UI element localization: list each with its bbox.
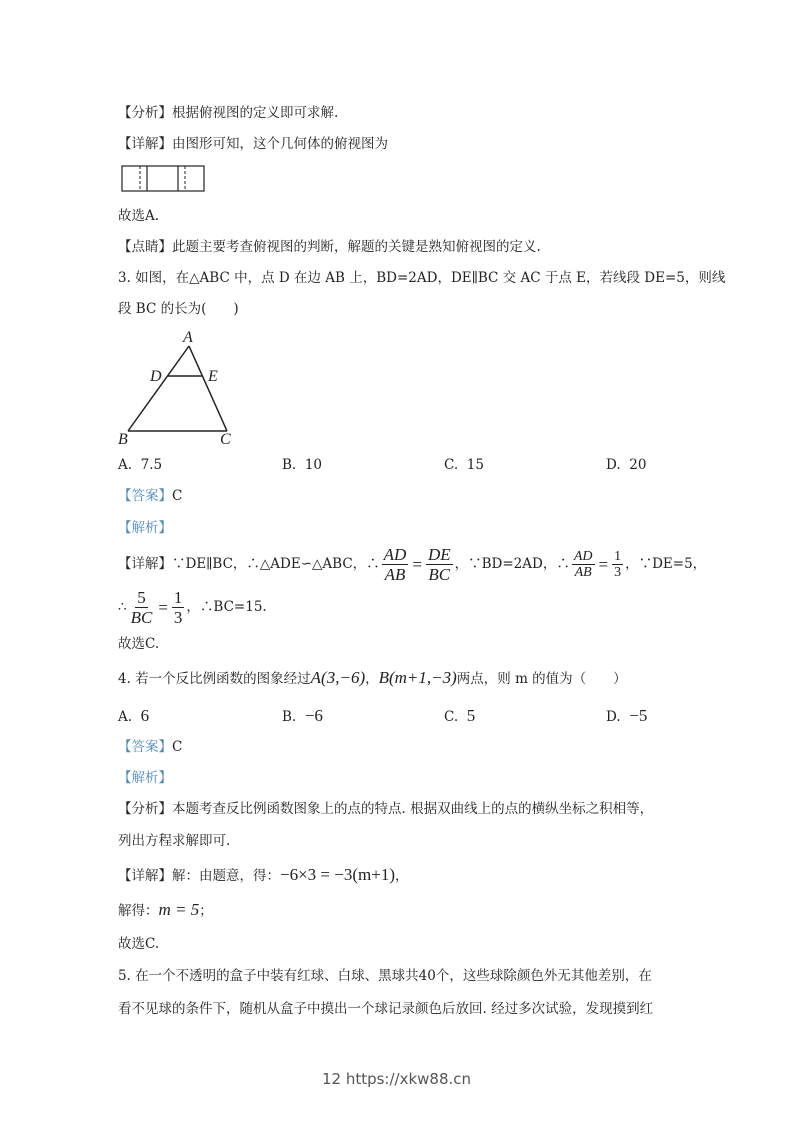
analysis-text: 根据俯视图的定义即可求解. [172, 105, 339, 121]
point-b: B(m+1,−3) [378, 668, 457, 687]
denominator: AB [574, 565, 592, 580]
q2-choice: 故选A. [118, 208, 160, 224]
solve-equation: m = 5 [158, 900, 200, 919]
q4-choice: 故选C. [118, 936, 160, 952]
detail-equation: −6×3 = −3(m+1) [280, 865, 395, 884]
q4-answer [118, 737, 182, 757]
q4-analysis-line2: 列出方程求解即可. [118, 833, 231, 849]
q3-stem-line2: 段 BC 的长为( ) [118, 301, 239, 317]
option-value: −5 [629, 706, 648, 725]
label-b: B [118, 431, 128, 448]
denominator: 3 [614, 565, 622, 580]
q3-option-c [444, 455, 484, 475]
q5-stem-line1: 5. 在一个不透明的盒子中装有红球、白球、黑球共40个，这些球除颜色外无其他差别，在 [118, 968, 652, 984]
fraction-one-third [612, 549, 623, 580]
detail-tag: 【详解】 [118, 556, 172, 572]
therefore-symbol: ∴ [118, 599, 127, 615]
triangle-figure [112, 326, 262, 450]
denominator: BC [428, 565, 451, 584]
q5-stem-line2: 看不见球的条件下，随机从盒子中摸出一个球记录颜色后放回. 经过多次试验，发现摸到红 [118, 1001, 654, 1017]
solve-text: 解得： [118, 903, 159, 919]
q4-solve [118, 900, 213, 921]
q2-analysis [118, 103, 338, 123]
numerator: 5 [137, 588, 146, 607]
q3-option-d [606, 455, 646, 475]
label-a: A [183, 329, 193, 346]
answer-tag: 【答案】 [118, 488, 172, 504]
detail-tag: 【详解】 [118, 868, 172, 884]
denominator: AB [384, 565, 406, 584]
option-value: 5 [466, 706, 476, 725]
page-footer: 12 https://xkw88.cn [321, 1070, 472, 1088]
analysis-text: 本题考查反比例函数图象上的点的特点. 根据双曲线上的点的横纵坐标之积相等， [172, 801, 654, 817]
q4-option-a [118, 706, 149, 727]
q3-stem-line1: 3. 如图，在△ABC 中，点 D 在边 AB 上，BD=2AD，DE∥BC 交 AC 于点 E，若线段 DE=5，则线 [118, 270, 726, 286]
q4-stem [118, 668, 627, 689]
detail-text: 由图形可知，这个几何体的俯视图为 [172, 136, 388, 152]
detail-text: ，∵DE=5， [625, 556, 707, 572]
q4-option-c [444, 706, 475, 727]
option-value: 20 [629, 457, 647, 473]
comment-text: 此题主要考查俯视图的判断，解题的关键是熟知俯视图的定义. [172, 239, 541, 255]
stem-text: ， [365, 671, 379, 687]
option-label: C. [444, 709, 459, 725]
option-label: D. [606, 709, 621, 725]
stem-text: 4. 若一个反比例函数的图象经过 [118, 671, 311, 687]
denominator: BC [130, 608, 153, 627]
fraction-5-bc [129, 588, 155, 627]
label-c: C [220, 431, 231, 448]
label-d: D [150, 368, 162, 385]
option-value: −6 [304, 706, 323, 725]
option-value: 7.5 [140, 457, 163, 473]
q4-option-b [282, 706, 323, 727]
analysis-tag: 【分析】 [118, 801, 172, 817]
fraction-de-bc [426, 545, 453, 584]
q3-answer [118, 486, 182, 506]
answer-tag: 【答案】 [118, 739, 172, 755]
label-e: E [208, 368, 218, 385]
detail-text: ∵DE∥BC，∴△ADE∽△ABC，∴ [172, 556, 380, 572]
option-label: D. [606, 457, 621, 473]
q3-choice: 故选C. [118, 636, 160, 652]
point-a: A(3,−6) [310, 668, 366, 687]
q4-detail [118, 865, 408, 886]
option-value: 15 [466, 457, 484, 473]
fraction-ad-ab-2 [572, 549, 595, 580]
answer-value: C [172, 488, 183, 504]
q4-solution-tag: 【解析】 [118, 770, 172, 786]
option-label: C. [444, 457, 459, 473]
option-label: B. [282, 457, 297, 473]
detail-text: 解：由题意，得： [172, 868, 280, 884]
answer-value: C [172, 739, 183, 755]
numerator: AD [383, 545, 407, 564]
detail-text: ，∵BD=2AD，∴ [454, 556, 570, 572]
numerator: AD [573, 549, 593, 564]
denominator: 3 [173, 608, 183, 627]
fraction-one-third-2 [172, 588, 185, 627]
q2-detail [118, 134, 388, 154]
q3-option-a [118, 455, 162, 475]
numerator: DE [427, 545, 451, 564]
detail-text: ，∴BC=15. [186, 599, 267, 615]
numerator: 1 [173, 588, 183, 607]
top-view-figure [120, 164, 208, 194]
numerator: 1 [614, 549, 622, 564]
detail-tag: 【详解】 [118, 136, 172, 152]
q4-analysis-line1 [118, 799, 653, 819]
option-label: B. [282, 709, 297, 725]
analysis-tag: 【分析】 [118, 105, 172, 121]
comment-tag: 【点睛】 [118, 239, 172, 255]
solve-text: ； [199, 903, 213, 919]
q2-comment [118, 237, 541, 257]
option-value: 6 [140, 706, 150, 725]
option-label: A. [118, 457, 133, 473]
stem-text: 两点，则 m 的值为（ ） [456, 671, 627, 687]
q4-option-d [606, 706, 647, 727]
q3-detail-line1: 【详解】∵DE∥BC，∴△ADE∽△ABC，∴ $\frac{AD}{AB}$ = $\frac{DE}{BC}$ ，∵BD=2AD，∴ $\frac{AD}{AB}$ = $\frac{1}{3}$ ，∵DE=5， [118, 545, 707, 584]
option-value: 10 [304, 457, 322, 473]
q3-option-b [282, 455, 322, 475]
fraction-ad-ab [382, 545, 409, 584]
detail-text: ， [394, 868, 409, 884]
q3-solution-tag: 【解析】 [118, 520, 172, 536]
q3-detail-line2: ∴ $\frac{5}{BC}$ = $\frac{1}{3}$ ，∴BC=15. [118, 588, 267, 627]
option-label: A. [118, 709, 133, 725]
